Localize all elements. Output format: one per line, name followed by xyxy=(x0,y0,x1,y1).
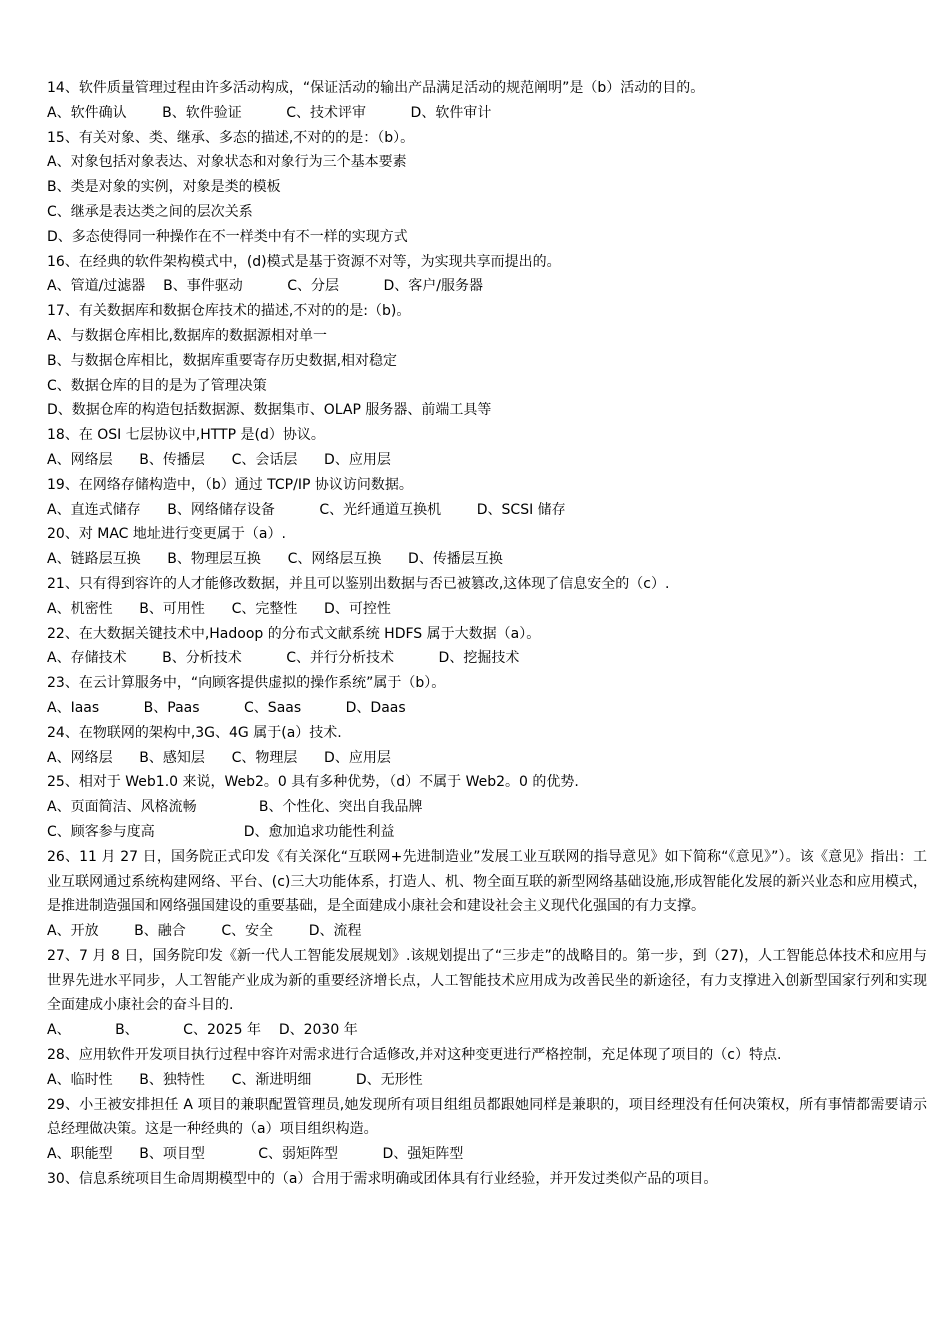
text-line: C、数据仓库的目的是为了管理决策 xyxy=(47,377,267,394)
text-line: 14、软件质量管理过程由许多活动构成，“保证活动的输出产品满足活动的规范阐明”是（b）活动的目的。 xyxy=(47,80,705,96)
text-line: A、临时性 B、独特性 C、渐进明细 D、无形性 xyxy=(47,1071,423,1088)
text-line: D、多态使得同一种操作在不一样类中有不一样的实现方式 xyxy=(47,228,408,245)
text-line: 30、信息系统项目生命周期模型中的（a）合用于需求明确或团体具有行业经验，并开发过类似产品的项目。 xyxy=(47,1171,718,1188)
text-line: C、继承是表达类之间的层次关系 xyxy=(47,203,253,220)
text-line: C、顾客参与度高 D、愈加追求功能性利益 xyxy=(47,823,395,840)
text-line: 24、在物联网的架构中,3G、4G 属于(a）技术. xyxy=(47,724,342,741)
text-line: 25、相对于 Web1.0 来说，Web2。0 具有多种优势，（d）不属于 Web2。0 的优势. xyxy=(47,774,579,791)
question-paragraph: 29、小王被安排担任 A 项目的兼职配置管理员,她发现所有项目组组员都跟她同样是兼职的，项目经理没有任何决策权，所有事情都需要请示总经理做决策。这是一种经典的（a）项目组织构造。 xyxy=(47,1096,927,1138)
text-line: A、与数据仓库相比,数据库的数据源相对单一 xyxy=(47,327,328,344)
text-line: 17、有关数据库和数据仓库技术的描述,不对的的是:（b)。 xyxy=(47,303,411,320)
text-line: A、直连式储存 B、网络储存设备 C、光纤通道互换机 D、SCSI 储存 xyxy=(47,501,566,518)
question-paragraph: 26、11 月 27 日，国务院正式印发《有关深化“互联网+先进制造业”发展工业互联网的指导意见》如下简称“《意见》”）。该《意见》指出：工业互联网通过系统构建网络、平台、(c)三大功能体系，打造人、机、物全面互联的新型网络基础设施,形成智能化发展的新兴业态和应用模式，是推进制造强国和网络强国建设的重要基础，是全面建成小康社会和建设社会主义现代化强国的有力支撑。 xyxy=(47,848,927,915)
text-line: A、网络层 B、传播层 C、会话层 D、应用层 xyxy=(47,451,391,468)
text-line: A、职能型 B、项目型 C、弱矩阵型 D、强矩阵型 xyxy=(47,1146,464,1163)
text-line: A、 B、 C、2025 年 D、2030 年 xyxy=(47,1022,358,1039)
text-line: A、对象包括对象表达、对象状态和对象行为三个基本要素 xyxy=(47,154,407,171)
question-paragraph: 27、7 月 8 日，国务院印发《新一代人工智能发展规划》.该规划提出了“三步走”的战略目的。第一步，到（27)，人工智能总体技术和应用与世界先进水平同步，人工智能产业成为新的重要经济增长点，人工智能技术应用成为改善民坐的新途径，有力支撑进入创新型国家行列和实现全面建成小康社会的奋斗目的. xyxy=(47,947,927,1014)
text-line: A、软件确认 B、软件验证 C、技术评审 D、软件审计 xyxy=(47,104,492,121)
text-line: 22、在大数据关键技术中,Hadoop 的分布式文献系统 HDFS 属于大数据（a）。 xyxy=(47,625,541,642)
text-line: D、数据仓库的构造包括数据源、数据集市、OLAP 服务器、前端工具等 xyxy=(47,402,492,419)
text-line: B、类是对象的实例，对象是类的模板 xyxy=(47,179,281,196)
text-line: A、机密性 B、可用性 C、完整性 D、可控性 xyxy=(47,600,391,617)
text-line: A、管道/过滤器 B、事件驱动 C、分层 D、客户/服务器 xyxy=(47,278,483,295)
text-line: A、网络层 B、感知层 C、物理层 D、应用层 xyxy=(47,749,391,766)
text-line: 16、在经典的软件架构模式中，(d)模式是基于资源不对等，为实现共享而提出的。 xyxy=(47,253,561,270)
text-line: 21、只有得到容许的人才能修改数据，并且可以鉴别出数据与否已被篡改,这体现了信息安全的（c）. xyxy=(47,575,670,592)
text-line: A、存储技术 B、分析技术 C、并行分析技术 D、挖掘技术 xyxy=(47,650,520,667)
text-line: 23、在云计算服务中，“向顾客提供虚拟的操作系统”属于（b）。 xyxy=(47,675,446,692)
document-page xyxy=(47,76,927,1192)
text-line: A、Iaas B、Paas C、Saas D、Daas xyxy=(47,699,406,716)
text-line: B、与数据仓库相比，数据库重要寄存历史数据,相对稳定 xyxy=(47,352,398,369)
text-line: 20、对 MAC 地址进行变更属于（a）. xyxy=(47,526,286,543)
text-line: A、页面简洁、风格流畅 B、个性化、突出自我品牌 xyxy=(47,799,423,816)
text-line: 19、在网络存储构造中，（b）通过 TCP/IP 协议访问数据。 xyxy=(47,476,413,493)
text-line: 15、有关对象、类、继承、多态的描述,不对的的是：（b）。 xyxy=(47,129,415,146)
text-line: A、开放 B、融合 C、安全 D、流程 xyxy=(47,923,362,940)
text-line: 18、在 OSI 七层协议中,HTTP 是(d）协议。 xyxy=(47,427,325,444)
text-line: A、链路层互换 B、物理层互换 C、网络层互换 D、传播层互换 xyxy=(47,551,503,568)
text-line: 28、应用软件开发项目执行过程中容许对需求进行合适修改,并对这种变更进行严格控制，充足体现了项目的（c）特点. xyxy=(47,1047,782,1064)
